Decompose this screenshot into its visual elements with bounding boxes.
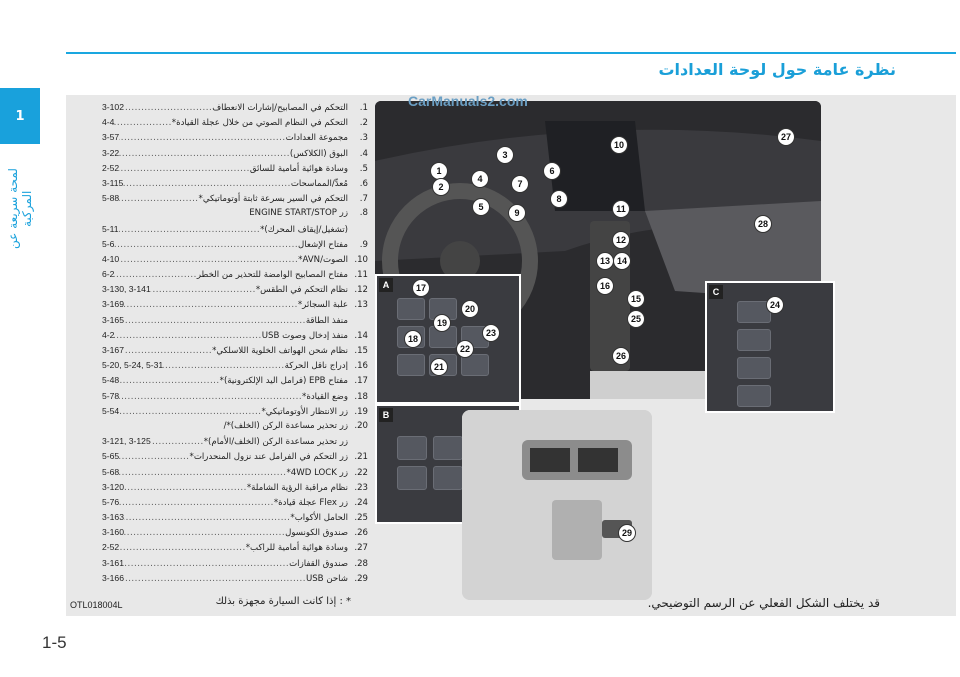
legend-leader: [119, 466, 286, 481]
legend-label: زر التحكم في الفرامل عند نزول المنحدرات*: [189, 452, 348, 463]
legend-page-ref[interactable]: 5-54: [102, 405, 120, 416]
callout-25: 25: [627, 310, 645, 328]
legend-leader: [119, 147, 290, 162]
chapter-tab[interactable]: 1: [0, 88, 40, 144]
legend-leader: [124, 298, 298, 313]
legend-number: 23.: [354, 482, 368, 493]
legend-item: [100, 237, 368, 252]
legend-number: 29.: [354, 573, 368, 584]
legend-page-ref[interactable]: 3-102: [102, 102, 124, 112]
legend-leader: [124, 526, 285, 541]
legend-label: (تشغيل/إيقاف المحرك)*: [260, 224, 348, 235]
legend-label: مفتاح المصابيح الوامضة للتحذير من الخطر: [196, 270, 348, 281]
switch-button[interactable]: [397, 298, 425, 320]
legend-page-ref[interactable]: 3-120: [102, 481, 124, 492]
legend-page-ref[interactable]: 5-68: [102, 466, 120, 477]
legend-page-ref[interactable]: 6-2: [102, 269, 115, 280]
legend-label: شاحن USB: [305, 573, 348, 584]
legend-item: [100, 206, 368, 221]
legend-label: نظام مراقبة الرؤية الشاملة*: [246, 482, 348, 493]
legend-number: 9.: [359, 239, 368, 250]
legend-leader: [124, 572, 306, 587]
legend-label: زر تحذير مساعدة الركن (الخلف)*/: [223, 420, 348, 431]
legend-label: مفتاح EPB (فرامل اليد الإلكترونية)*: [219, 376, 348, 387]
legend-page-ref[interactable]: 4-4: [102, 117, 115, 128]
legend-item: [100, 115, 368, 130]
rear-console-illustration: [462, 410, 652, 600]
legend-leader: [119, 450, 189, 465]
legend-number: 10.: [354, 254, 368, 265]
legend-item: [100, 282, 368, 297]
legend-leader: [124, 344, 212, 359]
callout-29: 29: [618, 524, 636, 542]
legend-leader: [119, 253, 298, 268]
inset-c-tag: C: [709, 285, 723, 299]
legend-number: 22.: [354, 467, 368, 478]
legend-item: [100, 419, 368, 434]
legend-leader: [119, 390, 302, 405]
legend-label: إدراج ناقل الحركة: [284, 361, 348, 372]
callout-12: 12: [612, 231, 630, 249]
legend-page-ref[interactable]: 5-6: [102, 238, 115, 249]
callout-17a: 17: [412, 279, 430, 297]
legend-leader: [119, 405, 261, 420]
legend-item: [100, 100, 368, 115]
legend-page-ref[interactable]: 3-163: [102, 512, 124, 523]
legend-leader: [119, 541, 246, 556]
legend-label: التحكم في السير بسرعة ثابتة أوتوماتيكي*: [198, 194, 348, 205]
legend-page-ref[interactable]: 4-10: [102, 253, 120, 264]
legend-label: التحكم في المصابيح/إشارات الانعطاف: [212, 103, 348, 113]
legend-leader: [119, 192, 198, 207]
legend-leader: [151, 283, 256, 298]
legend-label: زر ENGINE START/STOP: [249, 208, 348, 219]
inset-b-tag: B: [379, 408, 393, 422]
switch-button[interactable]: [433, 466, 463, 490]
callout-23: 23: [482, 324, 500, 342]
legend-item: [100, 343, 368, 358]
legend-number: 6.: [359, 178, 368, 189]
legend-item: [100, 465, 368, 480]
legend-label: مجموعة العدادات: [285, 133, 348, 144]
callout-1: 1: [430, 162, 448, 180]
legend-label: البوق (الكلاكس): [289, 148, 348, 159]
callout-2: 2: [432, 178, 450, 196]
legend-number: 1.: [359, 103, 368, 113]
callout-21a: 21: [430, 358, 448, 376]
legend-number: 27.: [354, 543, 368, 554]
legend-number: 28.: [354, 558, 368, 569]
callout-18a: 18: [404, 330, 422, 348]
legend-item: [100, 510, 368, 525]
legend-item: [100, 525, 368, 540]
legend-leader: [119, 131, 285, 146]
chapter-label: لمحة سريعة عن المركبة: [6, 168, 34, 250]
legend-label: مفتاح الإشعال: [298, 239, 348, 250]
callout-26: 26: [612, 347, 630, 365]
callout-5: 5: [472, 198, 490, 216]
inset-a: [375, 274, 521, 404]
legend-page-ref[interactable]: 5-76: [102, 496, 120, 507]
legend-item: [100, 480, 368, 495]
legend-item: [100, 495, 368, 510]
legend-label: الصوت/AVN*: [298, 254, 348, 265]
callout-20a: 20: [461, 300, 479, 318]
legend-page-ref[interactable]: 3-22: [102, 147, 120, 158]
legend-number: 11.: [354, 270, 368, 281]
header-rule: [66, 52, 956, 54]
legend-item: [100, 434, 368, 449]
legend-number: 16.: [354, 361, 368, 372]
legend-leader: [114, 116, 171, 131]
legend-leader: [119, 496, 274, 511]
callout-19a: 19: [433, 314, 451, 332]
legend-label: زر Flex عجلة قيادة*: [273, 497, 348, 508]
legend-item: [100, 161, 368, 176]
legend-page-ref[interactable]: 5-78: [102, 390, 120, 401]
legend-number: 26.: [354, 528, 368, 539]
legend-number: 2.: [359, 118, 368, 129]
legend-label: منفذ إدخال وصوت USB: [261, 330, 348, 341]
callout-8: 8: [550, 190, 568, 208]
legend-label: التحكم في النظام الصوتي من خلال عجلة القيادة*: [171, 118, 348, 129]
legend-item: [100, 389, 368, 404]
callout-28: 28: [754, 215, 772, 233]
callout-16: 16: [596, 277, 614, 295]
legend-page-ref[interactable]: 3-167: [102, 345, 124, 355]
legend-item: [100, 404, 368, 419]
legend-leader: [124, 511, 290, 526]
legend-label: زر تحذير مساعدة الركن (الخلف/الأمام)*: [203, 437, 348, 448]
legend-number: 14.: [354, 330, 368, 341]
legend-item: [100, 252, 368, 267]
legend-page-ref[interactable]: 2-52: [102, 162, 120, 173]
legend-label: وضع القيادة*: [302, 391, 348, 402]
switch-button[interactable]: [397, 466, 427, 490]
callout-24: 24: [766, 296, 784, 314]
legend-list: [100, 100, 368, 586]
legend-leader: [124, 314, 306, 329]
legend-item: [100, 556, 368, 571]
legend-page-ref[interactable]: 3-160: [102, 527, 124, 538]
legend-page-ref[interactable]: 2-52: [102, 542, 120, 553]
legend-number: 7.: [359, 194, 368, 205]
legend-page-ref[interactable]: 3-161: [102, 557, 124, 568]
switch-button[interactable]: [737, 329, 771, 351]
legend-page-ref[interactable]: 3-121, 3-125: [102, 436, 151, 447]
legend-item: [100, 328, 368, 343]
legend-number: 15.: [354, 346, 368, 356]
legend-label: علبة السجائر*: [297, 300, 348, 311]
callout-7: 7: [511, 175, 529, 193]
switch-button[interactable]: [737, 385, 771, 407]
legend-item: [100, 222, 368, 237]
legend-page-ref[interactable]: 3-166: [102, 572, 124, 583]
legend-item: [100, 130, 368, 145]
legend-number: 24.: [354, 497, 368, 508]
legend-leader: [119, 162, 250, 177]
legend-number: 17.: [354, 376, 368, 387]
legend-leader: [119, 223, 261, 238]
legend-page-ref[interactable]: 5-11: [102, 223, 119, 234]
switch-button[interactable]: [397, 354, 425, 376]
callout-9: 9: [508, 204, 526, 222]
legend-leader: [124, 481, 247, 496]
legend-number: 13.: [354, 300, 368, 311]
legend-item: [100, 267, 368, 282]
legend-page-ref[interactable]: 5-88: [102, 193, 120, 204]
callout-6: 6: [543, 162, 561, 180]
legend-item: [100, 571, 368, 586]
legend-leader: [124, 557, 289, 572]
legend-number: 3.: [359, 133, 368, 144]
legend-label: صندوق القفازات: [289, 558, 348, 569]
legend-leader: [114, 329, 261, 344]
legend-page-ref[interactable]: 3-165: [102, 314, 124, 325]
legend-item: [100, 176, 368, 191]
callout-4: 4: [471, 170, 489, 188]
image-code: OTL018004L: [70, 600, 123, 610]
legend-number: 21.: [354, 452, 368, 463]
page-number: 1-5: [42, 633, 67, 652]
legend-leader: [123, 177, 290, 192]
callout-22a: 22: [456, 340, 474, 358]
legend-leader: [124, 101, 212, 116]
callout-15: 15: [627, 290, 645, 308]
legend-number: 12.: [354, 285, 368, 296]
callout-10: 10: [610, 136, 628, 154]
legend-number: 5.: [359, 163, 368, 174]
legend-item: [100, 358, 368, 373]
callout-14: 14: [613, 252, 631, 270]
legend-item: [100, 146, 368, 161]
legend-page-ref[interactable]: 5-20, 5-24, 5-31: [102, 360, 164, 371]
legend-label: وسادة هوائية أمامية للسائق: [249, 163, 348, 174]
legend-page-ref[interactable]: 4-2: [102, 329, 115, 340]
legend-leader: [151, 435, 204, 450]
legend-leader: [114, 268, 196, 283]
legend-label: منفذ الطاقة: [305, 315, 348, 326]
callout-11: 11: [612, 200, 630, 218]
legend-label: الحامل الأكواب*: [290, 513, 348, 524]
legend-number: 18.: [354, 391, 368, 402]
legend-leader: [163, 359, 284, 374]
legend-page-ref[interactable]: 3-169: [102, 299, 124, 310]
legend-item: [100, 191, 368, 206]
legend-label: صندوق الكونسول: [285, 528, 348, 539]
inset-a-tag: A: [379, 278, 393, 292]
legend-page-ref[interactable]: 5-48: [102, 375, 120, 386]
switch-button[interactable]: [737, 357, 771, 379]
footnote: * : إذا كانت السيارة مجهزة بذلك: [215, 596, 351, 607]
illustration-note: قد يختلف الشكل الفعلي عن الرسم التوضيحي.: [647, 596, 880, 610]
legend-label: زر 4WD LOCK*: [286, 467, 348, 478]
legend-label: نظام التحكم في الطقس*: [255, 285, 348, 296]
legend-leader: [114, 238, 298, 253]
legend-item: [100, 373, 368, 388]
legend-label: وسادة هوائية أمامية للراكب*: [245, 543, 348, 554]
rear-console-photo: [462, 410, 652, 600]
legend-item: [100, 313, 368, 328]
legend-item: [100, 297, 368, 312]
legend-number: 8.: [359, 208, 368, 219]
watermark: CarManuals2.com: [408, 93, 528, 109]
legend-page-ref[interactable]: 3-130, 3-141: [102, 284, 151, 295]
legend-leader: [119, 374, 219, 389]
callout-13: 13: [596, 252, 614, 270]
legend-label: زر الانتظار الأوتوماتيكي*: [261, 406, 348, 417]
legend-item: [100, 540, 368, 555]
legend-page-ref[interactable]: 3-57: [102, 132, 120, 143]
callout-27: 27: [777, 128, 795, 146]
callout-3: 3: [496, 146, 514, 164]
legend-page-ref[interactable]: 5-65: [102, 451, 120, 462]
legend-number: 19.: [354, 406, 368, 417]
legend-number: 20.: [354, 420, 368, 431]
switch-button[interactable]: [433, 436, 463, 460]
page-title: نظرة عامة حول لوحة العدادات: [658, 60, 896, 79]
legend-number: 4.: [359, 148, 368, 159]
switch-button[interactable]: [397, 436, 427, 460]
legend-label: مُعدِّ/المماسحات: [290, 178, 348, 189]
legend-number: 25.: [354, 513, 368, 524]
legend-page-ref[interactable]: 3-115: [102, 177, 124, 188]
legend-item: [100, 449, 368, 464]
legend-label: نظام شحن الهواتف الخلوية اللاسلكي*: [212, 346, 348, 356]
